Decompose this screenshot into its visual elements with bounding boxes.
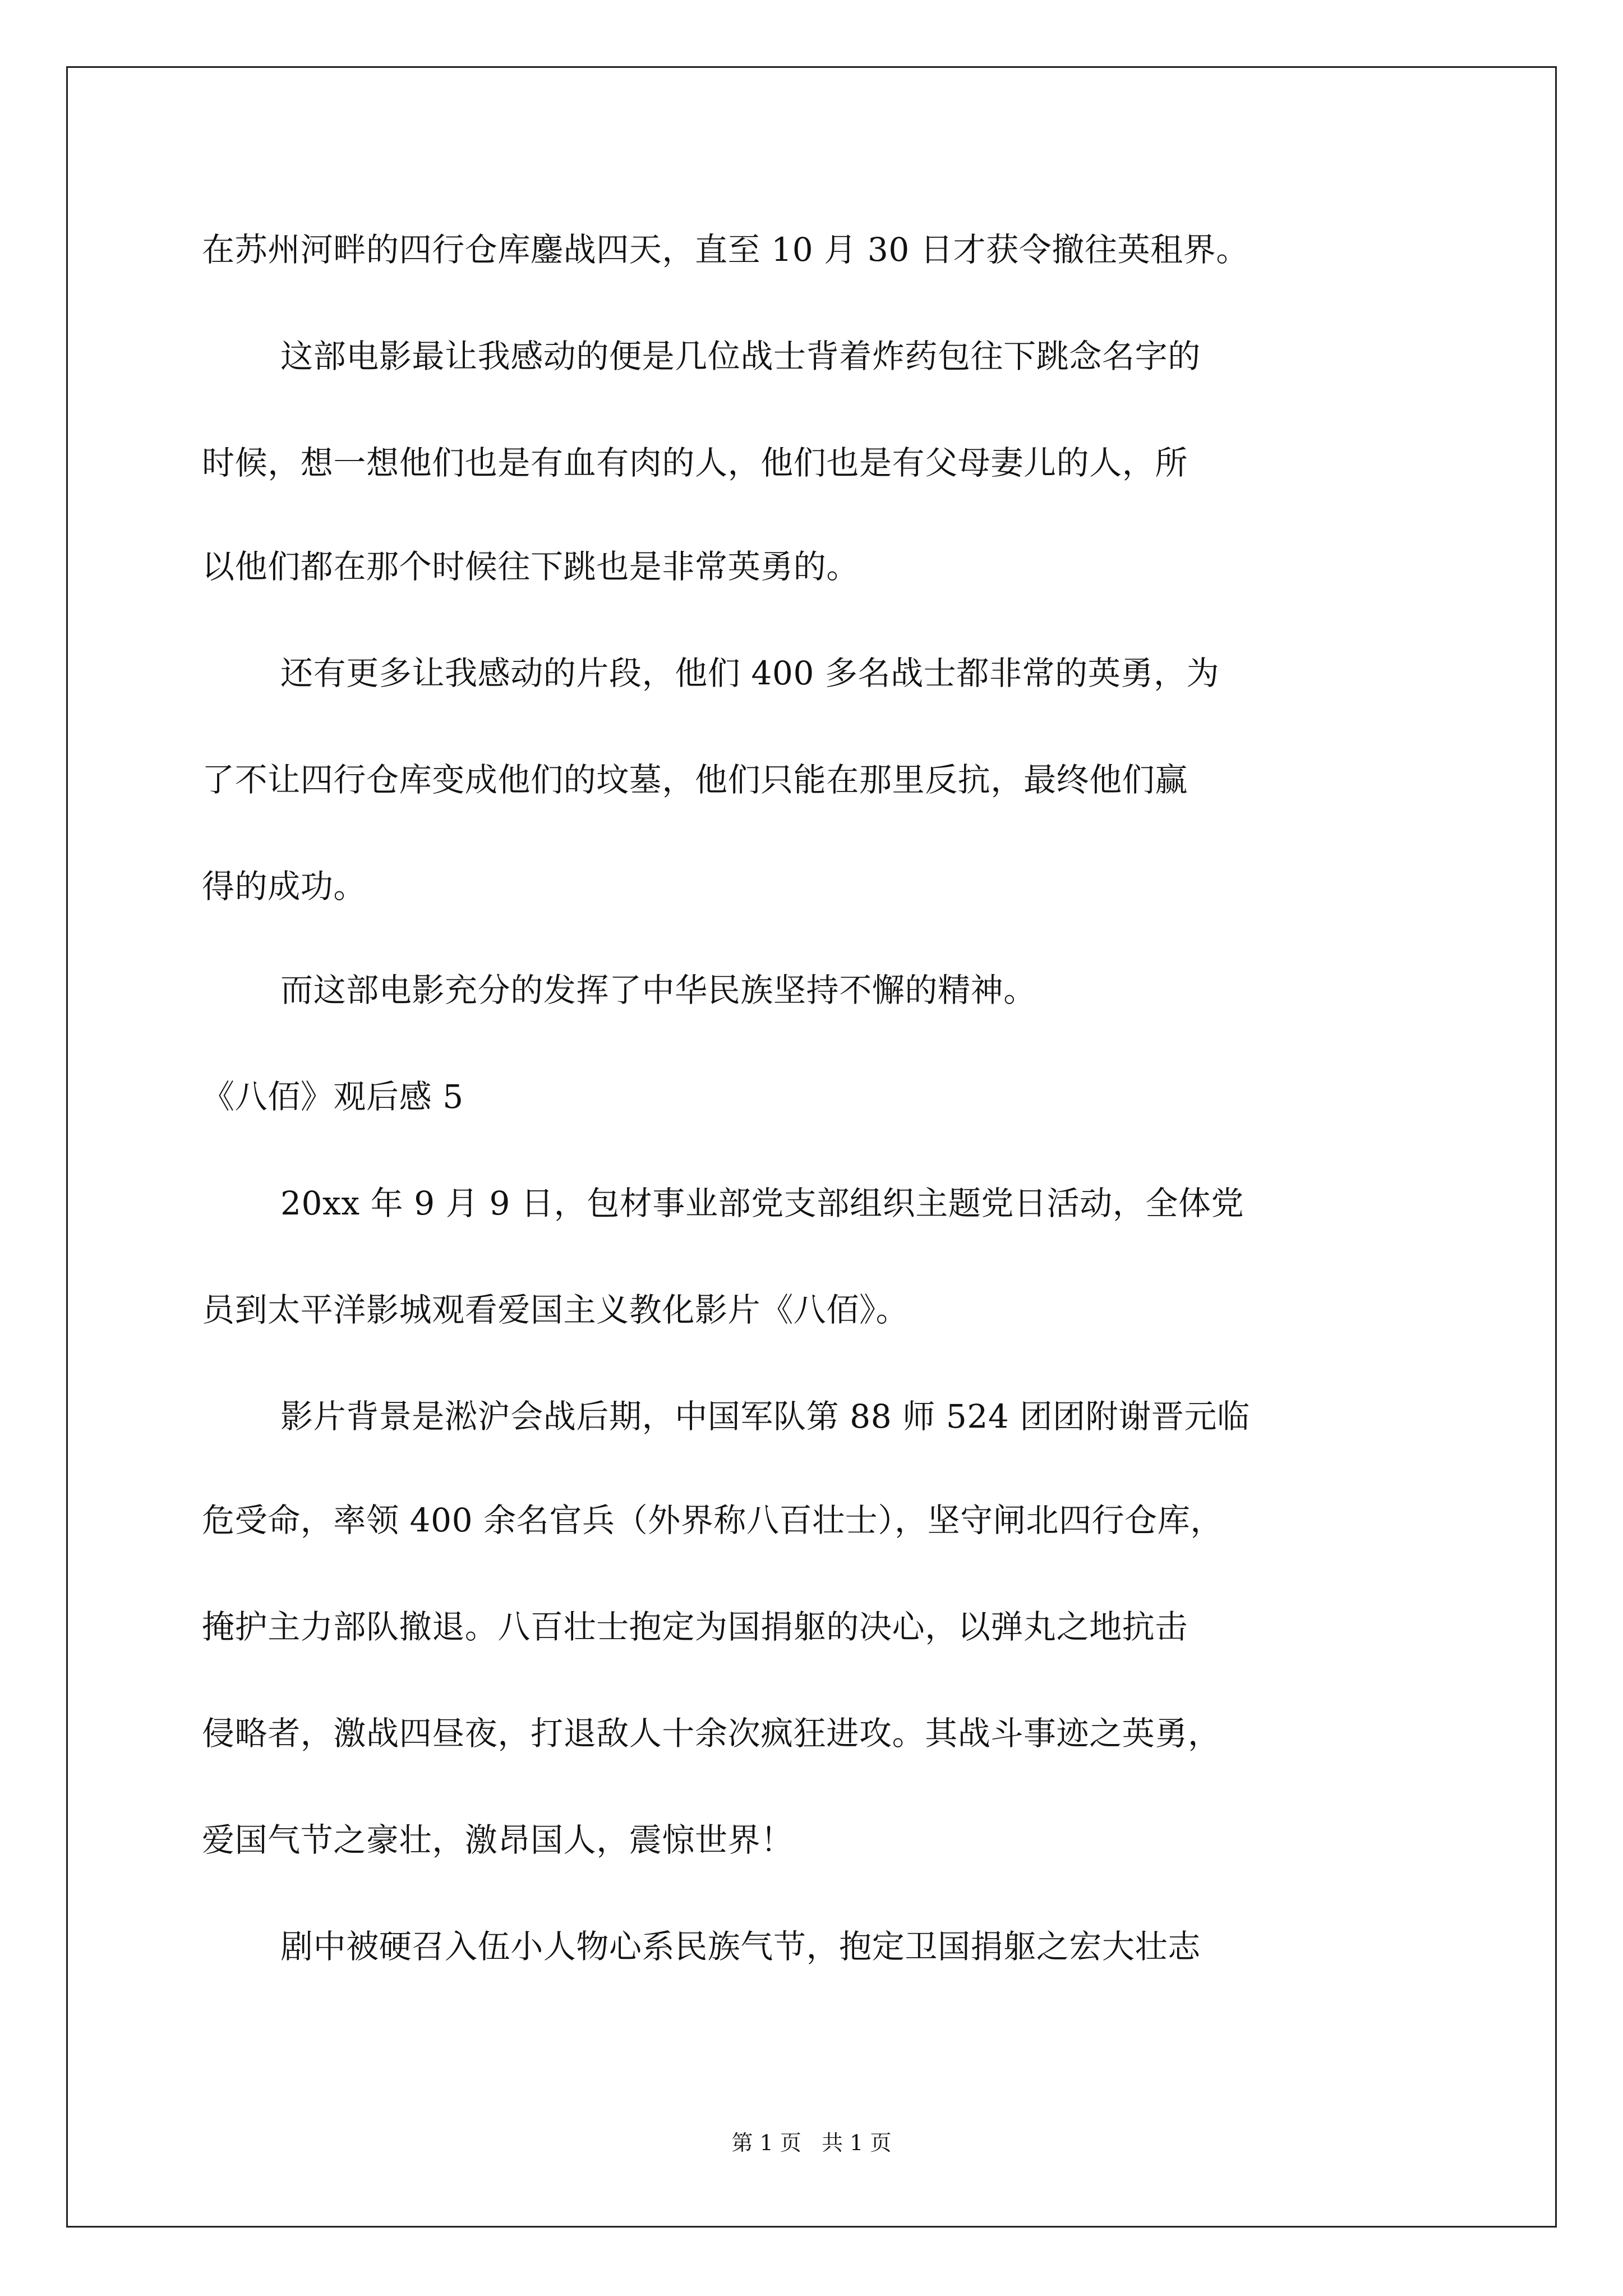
text-line: 影片背景是淞沪会战后期，中国军队第 88 师 524 团团附谢晋元临 xyxy=(280,1397,1250,1435)
text-line: 这部电影最让我感动的便是几位战士背着炸药包往下跳念名字的 xyxy=(280,337,1201,375)
text-line: 侵略者，激战四昼夜，打退敌人十余次疯狂进攻。其战斗事迹之英勇， xyxy=(202,1714,1221,1752)
text-line: 在苏州河畔的四行仓库鏖战四天，直至 10 月 30 日才获令撤往英租界。 xyxy=(202,231,1249,269)
text-line: 了不让四行仓库变成他们的坟墓，他们只能在那里反抗，最终他们赢 xyxy=(202,761,1188,799)
text-line: 掩护主力部队撤退。八百壮士抱定为国捐躯的决心，以弹丸之地抗击 xyxy=(202,1608,1188,1646)
text-line: 剧中被硬召入伍小人物心系民族气节，抱定卫国捐躯之宏大壮志 xyxy=(280,1927,1201,1966)
text-line: 而这部电影充分的发挥了中华民族坚持不懈的精神。 xyxy=(280,971,1036,1009)
text-line: 时候，想一想他们也是有血有肉的人，他们也是有父母妻儿的人，所 xyxy=(202,444,1188,482)
text-line: 20xx 年 9 月 9 日，包材事业部党支部组织主题党日活动，全体党 xyxy=(280,1184,1244,1222)
page-footer: 第 1 页 共 1 页 xyxy=(731,2131,892,2155)
section-heading: 《八佰》观后感 5 xyxy=(202,1078,464,1116)
text-line: 还有更多让我感动的片段，他们 400 多名战士都非常的英勇，为 xyxy=(280,654,1220,692)
text-line: 员到太平洋影城观看爱国主义教化影片《八佰》。 xyxy=(202,1291,909,1329)
text-line: 爱国气节之豪壮，激昂国人，震惊世界！ xyxy=(202,1821,794,1859)
text-line: 危受命，率领 400 余名官兵（外界称八百壮士），坚守闸北四行仓库， xyxy=(202,1501,1223,1539)
page-border xyxy=(66,66,1557,2228)
text-line: 以他们都在那个时候往下跳也是非常英勇的。 xyxy=(202,547,860,586)
text-line: 得的成功。 xyxy=(202,867,367,905)
